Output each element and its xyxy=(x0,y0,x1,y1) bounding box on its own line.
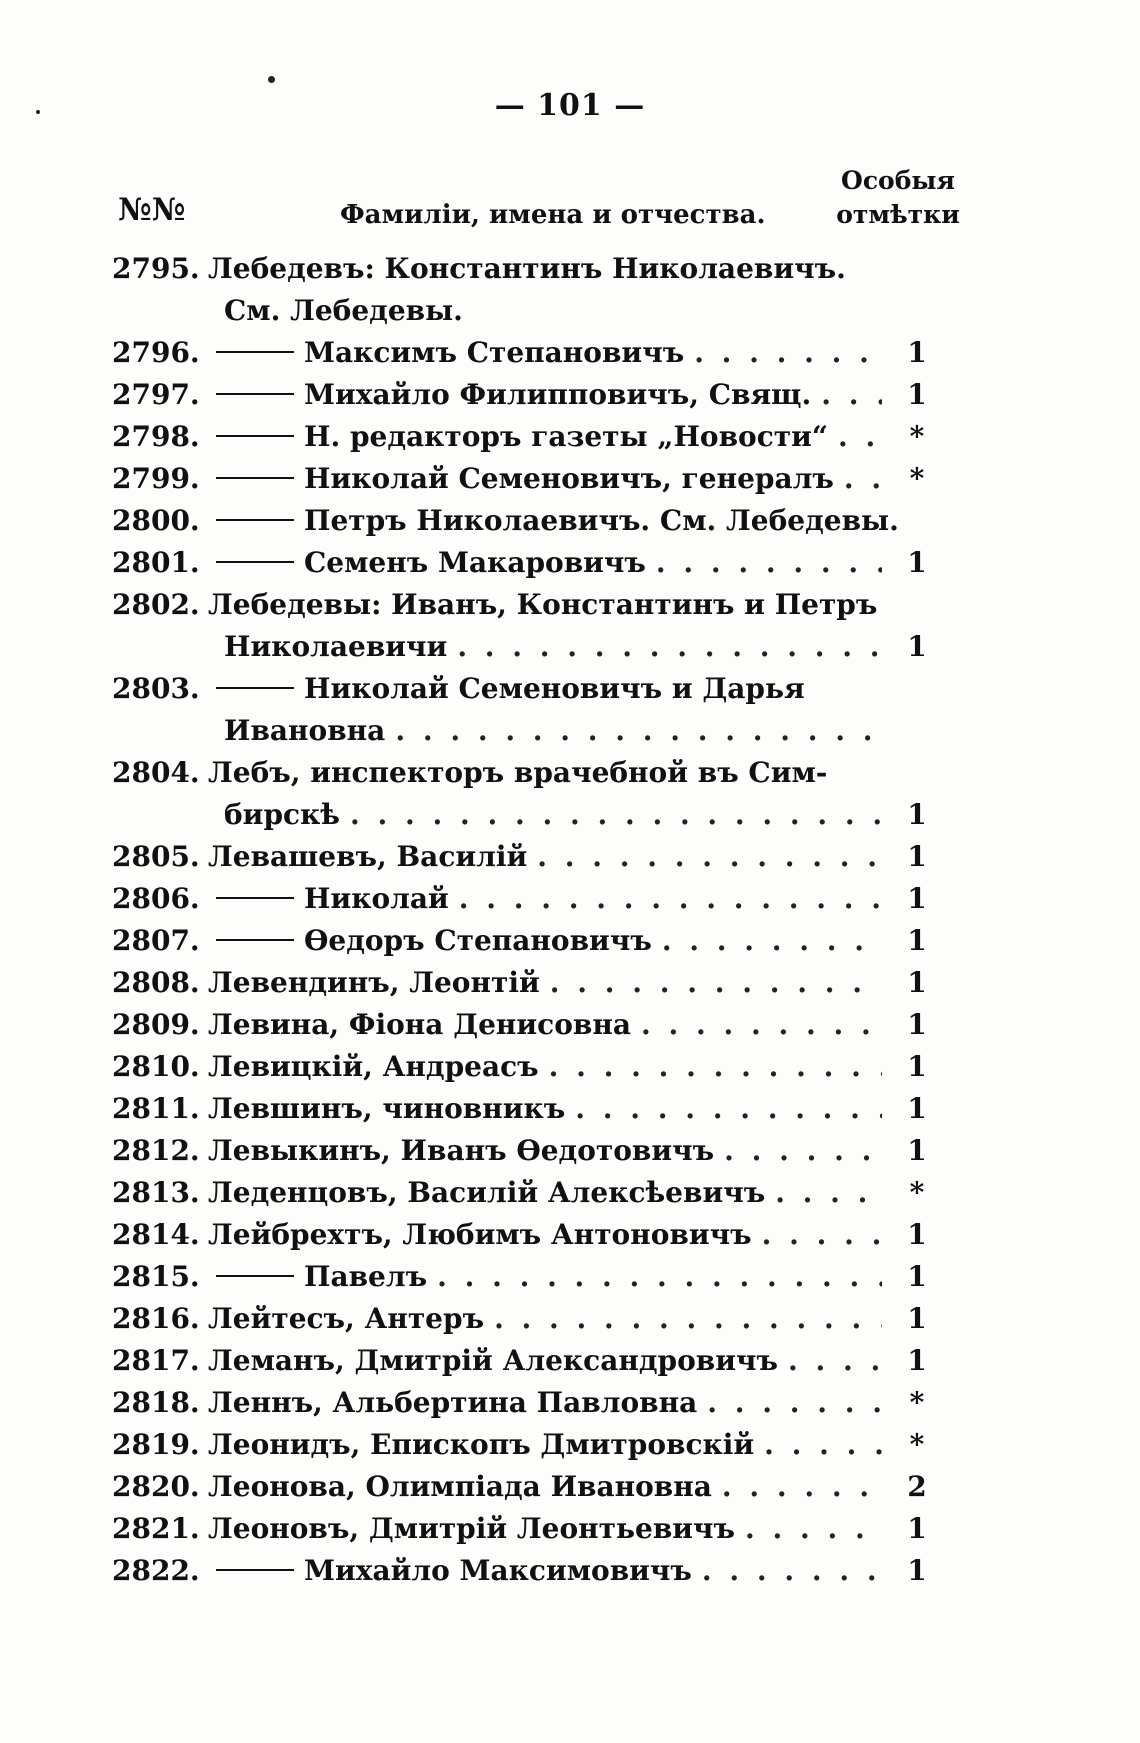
entry-label: Николай xyxy=(304,882,449,915)
entry-mark: * xyxy=(909,1428,925,1461)
dot-leader xyxy=(745,1508,882,1550)
entry-label: Н. редакторъ газеты „Новости“ xyxy=(304,420,828,453)
list-item xyxy=(112,1550,942,1592)
list-item xyxy=(112,374,942,416)
entry-text xyxy=(208,668,882,710)
entry-text xyxy=(208,1004,882,1046)
list-item xyxy=(112,1214,942,1256)
entry-number: 2806. xyxy=(112,882,200,915)
entry-number: 2809. xyxy=(112,1008,200,1041)
dot-leader xyxy=(656,542,882,584)
dot-leader xyxy=(775,1172,882,1214)
entry-mark: * xyxy=(909,1386,925,1419)
entry-text xyxy=(208,500,899,542)
ditto-dash xyxy=(216,1569,294,1571)
list-item xyxy=(112,1004,942,1046)
dot-leader xyxy=(722,1466,882,1508)
entry-number: 2798. xyxy=(112,420,200,453)
column-header-marks-line1: Особыя xyxy=(841,166,955,195)
entry-text xyxy=(208,1088,882,1130)
list-item xyxy=(112,794,942,836)
entry-label: Ивановна xyxy=(224,714,386,747)
entry-number: 2802. xyxy=(112,588,200,621)
dot-leader xyxy=(821,374,882,416)
entry-number: 2804. xyxy=(112,756,200,789)
dot-leader xyxy=(707,1382,882,1424)
list-item xyxy=(112,836,942,878)
list-item xyxy=(112,668,942,710)
ink-speck xyxy=(268,76,275,83)
entry-number: 2796. xyxy=(112,336,200,369)
entry-mark: 1 xyxy=(907,1302,927,1335)
entry-number: 2795. xyxy=(112,252,200,285)
dot-leader xyxy=(788,1340,882,1382)
entry-mark: 1 xyxy=(907,336,927,369)
entry-label: Левыкинъ, Иванъ Ѳедотовичъ xyxy=(208,1134,715,1167)
entry-number: 2808. xyxy=(112,966,200,999)
entry-mark: 1 xyxy=(907,1008,927,1041)
entry-number: 2807. xyxy=(112,924,200,957)
entry-text xyxy=(208,920,882,962)
entry-text xyxy=(208,1550,882,1592)
entry-mark: * xyxy=(909,462,925,495)
list-item xyxy=(112,1382,942,1424)
entry-text xyxy=(208,1466,882,1508)
dot-leader xyxy=(350,794,882,836)
entry-label: Николай Семеновичъ и Дарья xyxy=(304,672,805,705)
entry-number: 2800. xyxy=(112,504,200,537)
list-item xyxy=(112,542,942,584)
ditto-dash xyxy=(216,393,294,395)
list-item xyxy=(112,500,942,542)
entry-text xyxy=(208,878,882,920)
entry-text xyxy=(208,458,882,500)
ditto-dash xyxy=(216,351,294,353)
entry-text xyxy=(208,1508,882,1550)
entry-mark: * xyxy=(909,1176,925,1209)
entry-list xyxy=(112,248,942,1592)
entry-label: Семенъ Макаровичъ xyxy=(304,546,646,579)
entry-label: Леонидъ, Епископъ Дмитровскій xyxy=(208,1428,755,1461)
entry-text xyxy=(208,836,882,878)
ditto-dash xyxy=(216,939,294,941)
entry-label: Николаевичи xyxy=(224,630,448,663)
list-item xyxy=(112,1256,942,1298)
entry-label: Ѳедоръ Степановичъ xyxy=(304,924,652,957)
dot-leader xyxy=(537,836,882,878)
entry-number: 2816. xyxy=(112,1302,200,1335)
dot-leader xyxy=(395,710,882,752)
entry-label: Леманъ, Дмитрій Александровичъ xyxy=(208,1344,778,1377)
dot-leader xyxy=(550,962,882,1004)
page-number: — 101 — xyxy=(494,88,646,123)
entry-text xyxy=(208,1130,882,1172)
list-item xyxy=(112,920,942,962)
entry-mark: 1 xyxy=(907,1050,927,1083)
entry-text xyxy=(224,710,882,752)
dot-leader xyxy=(459,878,882,920)
dot-leader xyxy=(694,332,882,374)
entry-text xyxy=(208,1046,882,1088)
entry-text xyxy=(208,1340,882,1382)
entry-text xyxy=(208,1214,882,1256)
entry-number: 2813. xyxy=(112,1176,200,1209)
list-item xyxy=(112,1466,942,1508)
entry-label: Михайло Филипповичъ, Свящ. xyxy=(304,378,812,411)
entry-label: Левшинъ, чиновникъ xyxy=(208,1092,566,1125)
entry-text xyxy=(208,248,882,290)
entry-mark: 1 xyxy=(907,966,927,999)
entry-text xyxy=(208,542,882,584)
entry-label: Лебедевы: Иванъ, Константинъ и Петръ xyxy=(208,588,878,621)
dot-leader xyxy=(724,1130,882,1172)
entry-number: 2799. xyxy=(112,462,200,495)
entry-label: Леоновъ, Дмитрій Леонтьевичъ xyxy=(208,1512,736,1545)
entry-mark: 1 xyxy=(907,546,927,579)
entry-mark: 1 xyxy=(907,1218,927,1251)
entry-label: Лебъ, инспекторъ врачебной въ Сим- xyxy=(208,756,828,789)
entry-mark: 1 xyxy=(907,1512,927,1545)
dot-leader xyxy=(662,920,882,962)
ditto-dash xyxy=(216,477,294,479)
entry-label: бирскѣ xyxy=(224,798,340,831)
entry-text xyxy=(208,416,882,458)
entry-mark: * xyxy=(909,420,925,453)
entry-number: 2810. xyxy=(112,1050,200,1083)
entry-text xyxy=(208,752,882,794)
entry-mark: 1 xyxy=(907,1092,927,1125)
entry-label: Петръ Николаевичъ. См. Лебедевы. xyxy=(304,504,899,537)
column-header-names: Фамиліи, имена и отчества. xyxy=(340,200,766,230)
entry-number: 2815. xyxy=(112,1260,200,1293)
list-item xyxy=(112,878,942,920)
entry-text xyxy=(208,332,882,374)
list-item xyxy=(112,416,942,458)
entry-label: Леннъ, Альбертина Павловна xyxy=(208,1386,698,1419)
entry-mark: 1 xyxy=(907,1260,927,1293)
entry-number: 2805. xyxy=(112,840,200,873)
entry-text xyxy=(224,794,882,836)
dot-leader xyxy=(838,416,882,458)
list-item xyxy=(112,248,942,290)
dot-leader xyxy=(844,458,882,500)
column-header-marks xyxy=(828,164,968,232)
entry-number: 2812. xyxy=(112,1134,200,1167)
entry-number: 2811. xyxy=(112,1092,200,1125)
ditto-dash xyxy=(216,435,294,437)
list-item xyxy=(112,752,942,794)
list-item xyxy=(112,1298,942,1340)
ditto-dash xyxy=(216,561,294,563)
dot-leader xyxy=(702,1550,882,1592)
ditto-dash xyxy=(216,1275,294,1277)
entry-text xyxy=(208,1382,882,1424)
list-item xyxy=(112,1424,942,1466)
entry-text xyxy=(208,374,882,416)
list-item xyxy=(112,1172,942,1214)
entry-number: 2814. xyxy=(112,1218,200,1251)
entry-text xyxy=(208,584,882,626)
list-item xyxy=(112,458,942,500)
entry-mark: 1 xyxy=(907,924,927,957)
entry-label: Левендинъ, Леонтій xyxy=(208,966,540,999)
entry-text xyxy=(208,962,882,1004)
entry-label: Левицкій, Андреасъ xyxy=(208,1050,539,1083)
dot-leader xyxy=(457,626,882,668)
ditto-dash xyxy=(216,519,294,521)
dot-leader xyxy=(641,1004,882,1046)
entry-text xyxy=(208,1424,882,1466)
entry-mark: 1 xyxy=(907,882,927,915)
entry-label: Лейбрехтъ, Любимъ Антоновичъ xyxy=(208,1218,752,1251)
dot-leader xyxy=(549,1046,882,1088)
list-item xyxy=(112,1046,942,1088)
ditto-dash xyxy=(216,687,294,689)
entry-label: Леденцовъ, Василій Алексѣевичъ xyxy=(208,1176,766,1209)
entry-label: Лейтесъ, Антеръ xyxy=(208,1302,485,1335)
entry-number: 2819. xyxy=(112,1428,200,1461)
entry-label: Николай Семеновичъ, генералъ xyxy=(304,462,834,495)
entry-label: Левина, Фіона Денисовна xyxy=(208,1008,631,1041)
entry-mark: 1 xyxy=(907,840,927,873)
entry-mark: 1 xyxy=(907,630,927,663)
entry-label: Леонова, Олимпіада Ивановна xyxy=(208,1470,712,1503)
entry-label: Михайло Максимовичъ xyxy=(304,1554,692,1587)
entry-number: 2820. xyxy=(112,1470,200,1503)
entry-text xyxy=(224,290,882,332)
entry-label: Павелъ xyxy=(304,1260,428,1293)
entry-number: 2797. xyxy=(112,378,200,411)
entry-number: 2818. xyxy=(112,1386,200,1419)
entry-number: 2817. xyxy=(112,1344,200,1377)
dot-leader xyxy=(494,1298,882,1340)
list-item xyxy=(112,1340,942,1382)
entry-text xyxy=(224,626,882,668)
entry-number: 2803. xyxy=(112,672,200,705)
ditto-dash xyxy=(216,897,294,899)
dot-leader xyxy=(437,1256,882,1298)
dot-leader xyxy=(764,1424,882,1466)
list-item xyxy=(112,626,942,668)
entry-mark: 1 xyxy=(907,1344,927,1377)
entry-text xyxy=(208,1256,882,1298)
entry-label: См. Лебедевы. xyxy=(224,294,463,327)
entry-number: 2821. xyxy=(112,1512,200,1545)
list-item xyxy=(112,332,942,374)
entry-text xyxy=(208,1172,882,1214)
dot-leader xyxy=(575,1088,882,1130)
entry-mark: 1 xyxy=(907,798,927,831)
entry-label: Лебедевъ: Константинъ Николаевичъ. xyxy=(208,252,846,285)
entry-mark: 1 xyxy=(907,378,927,411)
list-item xyxy=(112,710,942,752)
entry-label: Левашевъ, Василій xyxy=(208,840,528,873)
entry-mark: 1 xyxy=(907,1554,927,1587)
column-header-marks-line2: отмѣтки xyxy=(836,200,960,229)
list-item xyxy=(112,584,942,626)
list-item xyxy=(112,962,942,1004)
list-item xyxy=(112,1130,942,1172)
column-header-number: №№ xyxy=(118,192,186,228)
entry-mark: 2 xyxy=(907,1470,927,1503)
entry-number: 2822. xyxy=(112,1554,200,1587)
entry-text xyxy=(208,1298,882,1340)
dot-leader xyxy=(762,1214,882,1256)
entry-number: 2801. xyxy=(112,546,200,579)
entry-mark: 1 xyxy=(907,1134,927,1167)
list-item xyxy=(112,290,942,332)
list-item xyxy=(112,1088,942,1130)
entry-label: Максимъ Степановичъ xyxy=(304,336,685,369)
list-item xyxy=(112,1508,942,1550)
